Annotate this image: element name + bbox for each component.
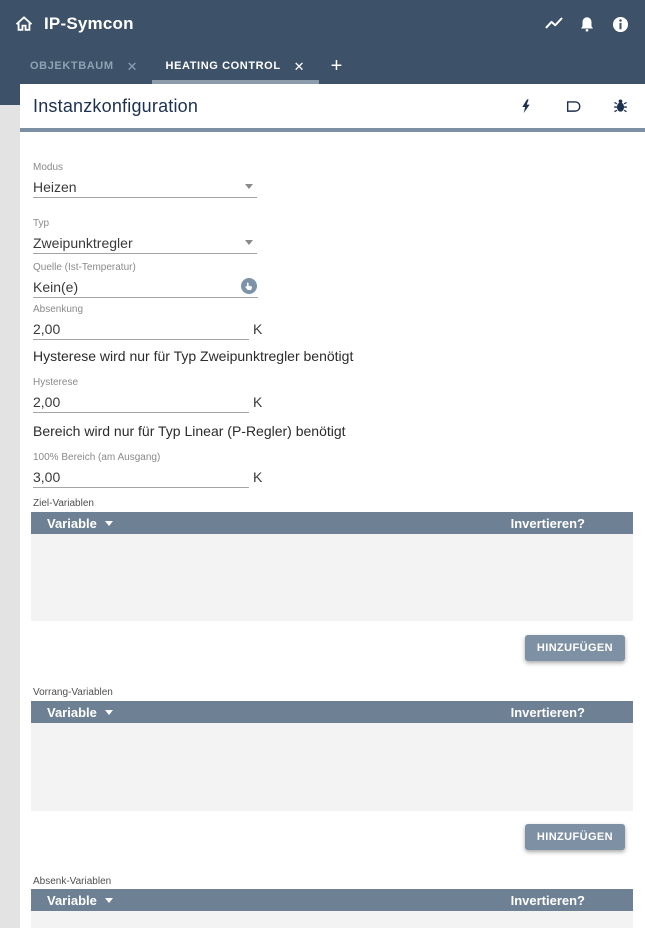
absenk-variablen-header xyxy=(31,889,633,911)
notifications-bell-icon[interactable] xyxy=(577,14,597,34)
tab-heating-control[interactable] xyxy=(152,48,319,84)
vorrang-variablen-list xyxy=(31,723,633,811)
tab-heating-control-close-icon[interactable]: ✕ xyxy=(293,58,305,74)
sort-dropdown-icon xyxy=(105,710,113,715)
absenkung-label: Absenkung xyxy=(33,304,84,315)
typ-label: Typ xyxy=(33,218,50,229)
vorrang-variablen-header xyxy=(31,701,633,723)
bereich-value: 3,00 xyxy=(33,468,61,485)
hysterese-unit: K xyxy=(253,394,263,410)
panel-header xyxy=(20,84,645,128)
hysterese-note: Hysterese wird nur für Typ Zweipunktregler benötigt xyxy=(33,348,354,364)
absenk-variablen-label: Absenk-Variablen xyxy=(33,876,112,887)
top-bar xyxy=(0,0,645,48)
add-tab-button[interactable]: + xyxy=(330,54,343,77)
vorrang-variablen-label: Vorrang-Variablen xyxy=(33,687,113,698)
vorrang-hinzufuegen-button[interactable]: HINZUFÜGEN xyxy=(525,824,625,850)
absenk-variablen-list xyxy=(31,911,633,928)
tab-objektbaum[interactable] xyxy=(16,48,152,84)
info-icon[interactable] xyxy=(610,14,630,34)
quelle-object-picker[interactable] xyxy=(33,262,258,298)
typ-select[interactable] xyxy=(33,218,257,254)
message-bubble-icon[interactable] xyxy=(564,97,582,115)
gutter-notch xyxy=(0,84,20,105)
debug-bug-icon[interactable] xyxy=(611,97,629,115)
quelle-label: Quelle (Ist-Temperatur) xyxy=(33,262,136,273)
chevron-down-icon xyxy=(245,184,253,189)
hysterese-label: Hysterese xyxy=(33,377,79,388)
tab-heating-control-label: HEATING CONTROL xyxy=(165,60,281,72)
hysterese-input[interactable] xyxy=(33,377,262,413)
ziel-variablen-header xyxy=(31,512,633,534)
panel-divider xyxy=(20,128,645,132)
modus-value: Heizen xyxy=(33,178,77,195)
tab-objektbaum-label: OBJEKTBAUM xyxy=(30,60,114,72)
bereich-note: Bereich wird nur für Typ Linear (P-Regler) benötigt xyxy=(33,423,346,439)
absenk-variable-column-header[interactable]: Variable xyxy=(47,893,113,908)
sort-dropdown-icon xyxy=(105,898,113,903)
instance-configuration-panel xyxy=(20,84,645,928)
page-title: Instanzkonfiguration xyxy=(33,95,199,116)
absenkung-input[interactable] xyxy=(33,304,262,340)
home-icon[interactable] xyxy=(14,14,34,34)
sort-dropdown-icon xyxy=(105,521,113,526)
bereich-label: 100% Bereich (am Ausgang) xyxy=(33,452,161,463)
ziel-variable-column-header[interactable]: Variable xyxy=(47,516,113,531)
vorrang-variable-column-header[interactable]: Variable xyxy=(47,705,113,720)
graph-icon[interactable] xyxy=(544,14,564,34)
absenkung-value: 2,00 xyxy=(33,320,61,337)
quelle-value: Kein(e) xyxy=(33,278,79,295)
app-title: IP-Symcon xyxy=(44,14,134,33)
absenk-invertieren-column-header: Invertieren? xyxy=(510,892,585,908)
tab-objektbaum-close-icon[interactable]: ✕ xyxy=(126,58,138,74)
modus-select[interactable] xyxy=(33,162,257,198)
object-picker-icon[interactable] xyxy=(241,278,257,294)
bereich-unit: K xyxy=(253,469,263,485)
ziel-variablen-label: Ziel-Variablen xyxy=(33,498,94,509)
ziel-variablen-list xyxy=(31,534,633,621)
typ-value: Zweipunktregler xyxy=(33,234,133,251)
ziel-hinzufuegen-button[interactable]: HINZUFÜGEN xyxy=(525,635,625,661)
hysterese-value: 2,00 xyxy=(33,393,61,410)
ziel-invertieren-column-header: Invertieren? xyxy=(510,515,585,531)
chevron-down-icon xyxy=(245,240,253,245)
absenkung-unit: K xyxy=(253,321,263,337)
modus-label: Modus xyxy=(33,162,64,173)
quick-actions-lightning-icon[interactable] xyxy=(517,97,535,115)
bereich-input[interactable] xyxy=(33,452,262,488)
tab-bar xyxy=(0,48,645,84)
vorrang-invertieren-column-header: Invertieren? xyxy=(510,704,585,720)
